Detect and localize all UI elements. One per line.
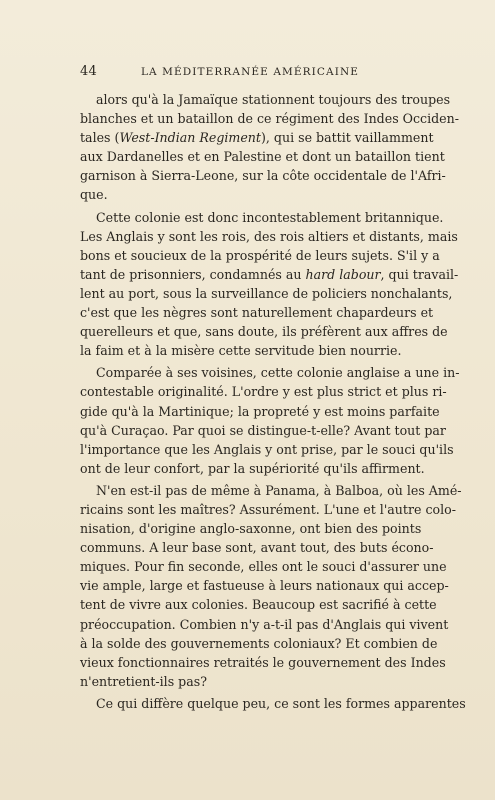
page-header <box>80 64 420 84</box>
text-line: la faim et à la misère cette servitude bien nourrie. <box>80 343 402 359</box>
text-line: alors qu'à la Jamaïque stationnent toujours des troupes <box>96 92 451 107</box>
text-line: nisation, d'origine anglo-saxonne, ont bien des points <box>80 521 422 537</box>
text-line: l'importance que les Anglais y ont prise, par le souci qu'ils <box>80 441 454 457</box>
italic-phrase: hard labour <box>305 266 381 282</box>
text-line: à la solde des gouvernements coloniaux? Et combien de <box>80 635 438 651</box>
paragraph <box>80 90 459 205</box>
text-line: aux Dardanelles et en Palestine et dont un bataillon tient <box>80 149 445 165</box>
text-line: lent au port, sous la surveillance de policiers nonchalants, <box>80 285 453 301</box>
text-line: communs. A leur base sont, avant tout, des buts écono- <box>80 540 434 556</box>
text-line: bons et soucieux de la prospérité de leurs sujets. S'il y a <box>80 247 440 263</box>
italic-phrase: West-Indian Regiment <box>119 130 261 146</box>
text-line: contestable originalité. L'ordre y est plus strict et plus ri- <box>80 384 447 400</box>
text-line: garnison à Sierra-Leone, sur la côte occidentale de l'Afri- <box>80 168 446 184</box>
text-line: Les Anglais y sont les rois, des rois altiers et distants, mais <box>80 228 458 244</box>
text-line: miques. Pour fin seconde, elles ont le souci d'assurer une <box>80 559 447 575</box>
paragraph <box>80 363 460 478</box>
text-line: querelleurs et que, sans doute, ils préfèrent aux affres de <box>80 324 448 340</box>
text-line: tales (West-Indian Regiment), qui se battit vaillamment <box>80 130 434 146</box>
text-line: Cette colonie est donc incontestablement britannique. <box>96 209 444 225</box>
running-title: LA MÉDITERRANÉE AMÉRICAINE <box>140 66 360 78</box>
text-line: vie ample, large et fastueuse à leurs nationaux qui accep- <box>80 578 449 594</box>
text-line: que. <box>80 187 108 203</box>
text-line: vieux fonctionnaires retraités le gouvernement des Indes <box>80 654 446 670</box>
text-line: ont de leur confort, par la supériorité qu'ils affirment. <box>80 460 425 476</box>
text-line: préoccupation. Combien n'y a-t-il pas d'Anglais qui vivent <box>80 616 449 632</box>
text-line: Ce qui diffère quelque peu, ce sont les formes apparentes <box>96 695 466 711</box>
text-line: N'en est-il pas de même à Panama, à Balboa, où les Amé- <box>96 482 462 498</box>
text-line: gide qu'à la Martinique; la propreté y est moins parfaite <box>80 403 440 419</box>
text-line: tant de prisonniers, condamnés au hard labour, qui travail- <box>80 266 459 282</box>
text-line: n'entretient-ils pas? <box>80 673 207 689</box>
text-line: c'est que les nègres sont naturellement chapardeurs et <box>80 305 434 321</box>
body-text <box>80 90 466 713</box>
text-line: blanches et un bataillon de ce régiment des Indes Occiden- <box>80 111 459 127</box>
text-line: ricains sont les maîtres? Assurément. L'une et l'autre colo- <box>80 501 456 517</box>
text-line: qu'à Curaçao. Par quoi se distingue-t-elle? Avant tout par <box>80 422 446 438</box>
page-number: 44 <box>80 64 97 79</box>
text-line: tent de vivre aux colonies. Beaucoup est sacrifié à cette <box>80 597 437 613</box>
paragraph <box>80 481 462 691</box>
paragraph <box>80 694 466 713</box>
text-line: Comparée à ses voisines, cette colonie anglaise a une in- <box>96 365 460 381</box>
paragraph <box>80 208 459 361</box>
